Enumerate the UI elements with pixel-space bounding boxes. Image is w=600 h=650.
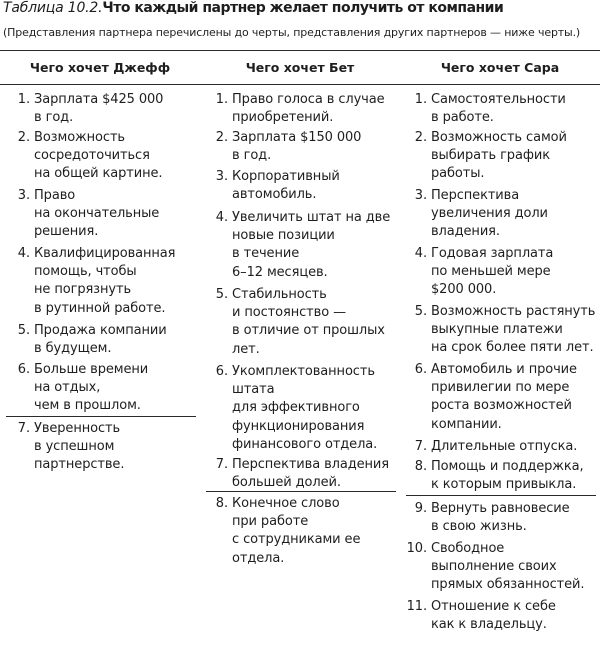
list-item-jeff-7 [8, 420, 200, 475]
column-header-jeff: Чего хочет Джефф [29, 60, 171, 75]
list-item-bet-2 [206, 129, 398, 165]
item-text-line: в будущем. [34, 341, 112, 357]
list-item-bet-4 [206, 209, 398, 282]
list-item-bet-5 [206, 286, 398, 359]
item-text-line: прямых обязанностей. [431, 577, 585, 593]
item-text-line: и постоянство — [232, 305, 346, 321]
list-item-sara-10 [405, 540, 597, 595]
item-text-line: владения. [431, 224, 500, 240]
item-number: 3. [414, 188, 427, 203]
list-item-sara-3 [405, 187, 597, 242]
item-text-line: увеличения доли [431, 206, 548, 222]
item-text-line: Конечное слово [232, 496, 340, 511]
item-number: 1. [215, 92, 228, 107]
item-text-line: решения. [34, 224, 99, 240]
item-text-line: роста возможностей [431, 398, 572, 414]
list-item-sara-5 [405, 303, 597, 358]
item-text-line: партнерстве. [34, 457, 125, 473]
column-header-bet: Чего хочет Бет [245, 60, 355, 75]
item-text-line: в рутинной работе. [34, 300, 166, 316]
item-text-line: Свободное [431, 541, 505, 556]
item-number: 7. [17, 421, 30, 436]
column-header-sara: Чего хочет Сара [440, 60, 560, 75]
item-text-line: в свою жизнь. [431, 519, 527, 535]
item-text-line: Продажа компании [34, 323, 167, 338]
list-item-bet-6 [206, 363, 398, 454]
table-title: Что каждый партнер желает получить от компании [102, 0, 504, 16]
item-text-line: помощь, чтобы [34, 264, 137, 280]
item-text-line: Зарплата $150 000 [232, 130, 362, 145]
item-text-line: компании. [431, 416, 502, 432]
list-item-sara-7 [405, 438, 597, 456]
item-text-line: 6–12 месяцев. [232, 264, 328, 280]
item-text-line: штата [232, 382, 275, 398]
item-text-line: Возможность [34, 130, 125, 145]
item-text-line: новые позиции [232, 228, 335, 244]
item-text-line: работы. [431, 166, 485, 182]
item-text-line: в успешном [34, 439, 115, 455]
item-text-line: на общей картине. [34, 166, 163, 182]
list-item-jeff-2 [8, 129, 200, 184]
item-text-line: для эффективного [232, 400, 360, 416]
list-item-jeff-5 [8, 322, 200, 358]
item-number: 6. [17, 362, 30, 377]
item-text-line: как к владельцу. [431, 617, 547, 633]
list-item-sara-4 [405, 245, 597, 300]
item-text-line: автомобиль. [232, 187, 317, 203]
item-text-line: лет. [232, 341, 260, 357]
list-item-jeff-6 [8, 361, 200, 416]
item-number: 6. [215, 364, 228, 379]
item-text-line: при работе [232, 514, 309, 530]
table-caption [3, 0, 600, 17]
item-text-line: большей долей. [232, 475, 341, 491]
list-item-sara-9 [405, 500, 597, 536]
item-text-line: выкупные платежи [431, 322, 563, 338]
item-text-line: Перспектива владения [232, 457, 389, 472]
header-bottom-rule [0, 84, 600, 85]
item-text-line: Перспектива [431, 188, 520, 203]
item-text-line: Длительные отпуска. [431, 439, 578, 454]
item-number: 11. [406, 599, 427, 614]
item-text-line: Увеличить штат на две [232, 210, 391, 225]
list-item-jeff-4 [8, 245, 200, 318]
item-text-line: чем в прошлом. [34, 398, 141, 414]
list-item-jeff-1 [8, 91, 200, 127]
item-text-line: финансового отдела. [232, 436, 378, 452]
item-text-line: Уверенность [34, 421, 121, 436]
item-text-line: Стабильность [232, 287, 327, 302]
item-number: 5. [215, 287, 228, 302]
list-item-sara-6 [405, 361, 597, 434]
item-number: 3. [215, 169, 228, 184]
item-text-line: Вернуть равновесие [431, 501, 570, 516]
divider-jeff [6, 416, 196, 417]
divider-bet [206, 491, 396, 492]
item-text-line: по меньшей мере [431, 264, 551, 280]
list-item-jeff-3 [8, 187, 200, 242]
item-text-line: Автомобиль и прочие [431, 362, 577, 377]
item-number: 1. [17, 92, 30, 107]
table-subtitle: (Представления партнера перечислены до черты, представления других партнеров — ниже черты.) [3, 26, 581, 39]
item-text-line: Право голоса в случае [232, 92, 385, 107]
list-item-bet-1 [206, 91, 398, 127]
item-text-line: привилегии по мере [431, 380, 570, 396]
item-number: 2. [215, 130, 228, 145]
item-text-line: Возможность растянуть [431, 304, 596, 319]
item-text-line: с сотрудниками ее [232, 532, 361, 548]
item-text-line: Помощь и поддержка, [431, 459, 584, 474]
item-text-line: Квалифицированная [34, 246, 176, 261]
item-number: 7. [414, 439, 427, 454]
item-number: 8. [215, 496, 228, 511]
item-number: 9. [414, 501, 427, 516]
item-text-line: Право [34, 188, 76, 203]
item-text-line: Самостоятельности [431, 92, 566, 107]
item-number: 6. [414, 362, 427, 377]
item-text-line: отдела. [232, 550, 285, 566]
list-item-bet-8 [206, 495, 398, 568]
list-item-bet-3 [206, 168, 398, 204]
item-text-line: сосредоточиться [34, 148, 150, 164]
table-number: Таблица 10.2. [3, 0, 103, 16]
item-text-line: $200 000. [431, 282, 497, 298]
item-text-line: в отличие от прошлых [232, 323, 385, 339]
item-text-line: в год. [232, 148, 272, 164]
item-text-line: функционирования [232, 418, 365, 434]
item-text-line: Больше времени [34, 362, 149, 377]
item-number: 3. [17, 188, 30, 203]
item-text-line: Годовая зарплата [431, 246, 554, 261]
item-number: 2. [17, 130, 30, 145]
item-text-line: Отношение к себе [431, 599, 556, 614]
item-number: 10. [406, 541, 427, 556]
item-text-line: не погрязнуть [34, 282, 132, 298]
item-text-line: на окончательные [34, 206, 160, 222]
item-text-line: на срок более пяти лет. [431, 340, 594, 356]
divider-sara [406, 495, 596, 496]
item-text-line: приобретений. [232, 110, 334, 126]
item-text-line: в течение [232, 246, 300, 262]
item-number: 8. [414, 459, 427, 474]
item-text-line: к которым привыкла. [431, 477, 577, 493]
item-text-line: Возможность самой [431, 130, 567, 145]
list-item-sara-1 [405, 91, 597, 127]
item-number: 1. [414, 92, 427, 107]
item-text-line: Укомплектованность [232, 364, 375, 379]
item-text-line: выполнение своих [431, 559, 557, 575]
item-text-line: на отдых, [34, 380, 101, 396]
item-text-line: в работе. [431, 110, 494, 126]
item-text-line: выбирать график [431, 148, 550, 164]
item-text-line: Зарплата $425 000 [34, 92, 164, 107]
list-item-sara-8 [405, 458, 597, 494]
item-number: 7. [215, 457, 228, 472]
item-text-line: Корпоративный [232, 169, 340, 184]
item-number: 4. [215, 210, 228, 225]
item-number: 2. [414, 130, 427, 145]
item-number: 4. [17, 246, 30, 261]
list-item-bet-7 [206, 456, 398, 492]
item-number: 4. [414, 246, 427, 261]
list-item-sara-11 [405, 598, 597, 634]
item-text-line: в год. [34, 110, 74, 126]
item-number: 5. [17, 323, 30, 338]
header-top-rule [0, 50, 600, 51]
list-item-sara-2 [405, 129, 597, 184]
item-number: 5. [414, 304, 427, 319]
